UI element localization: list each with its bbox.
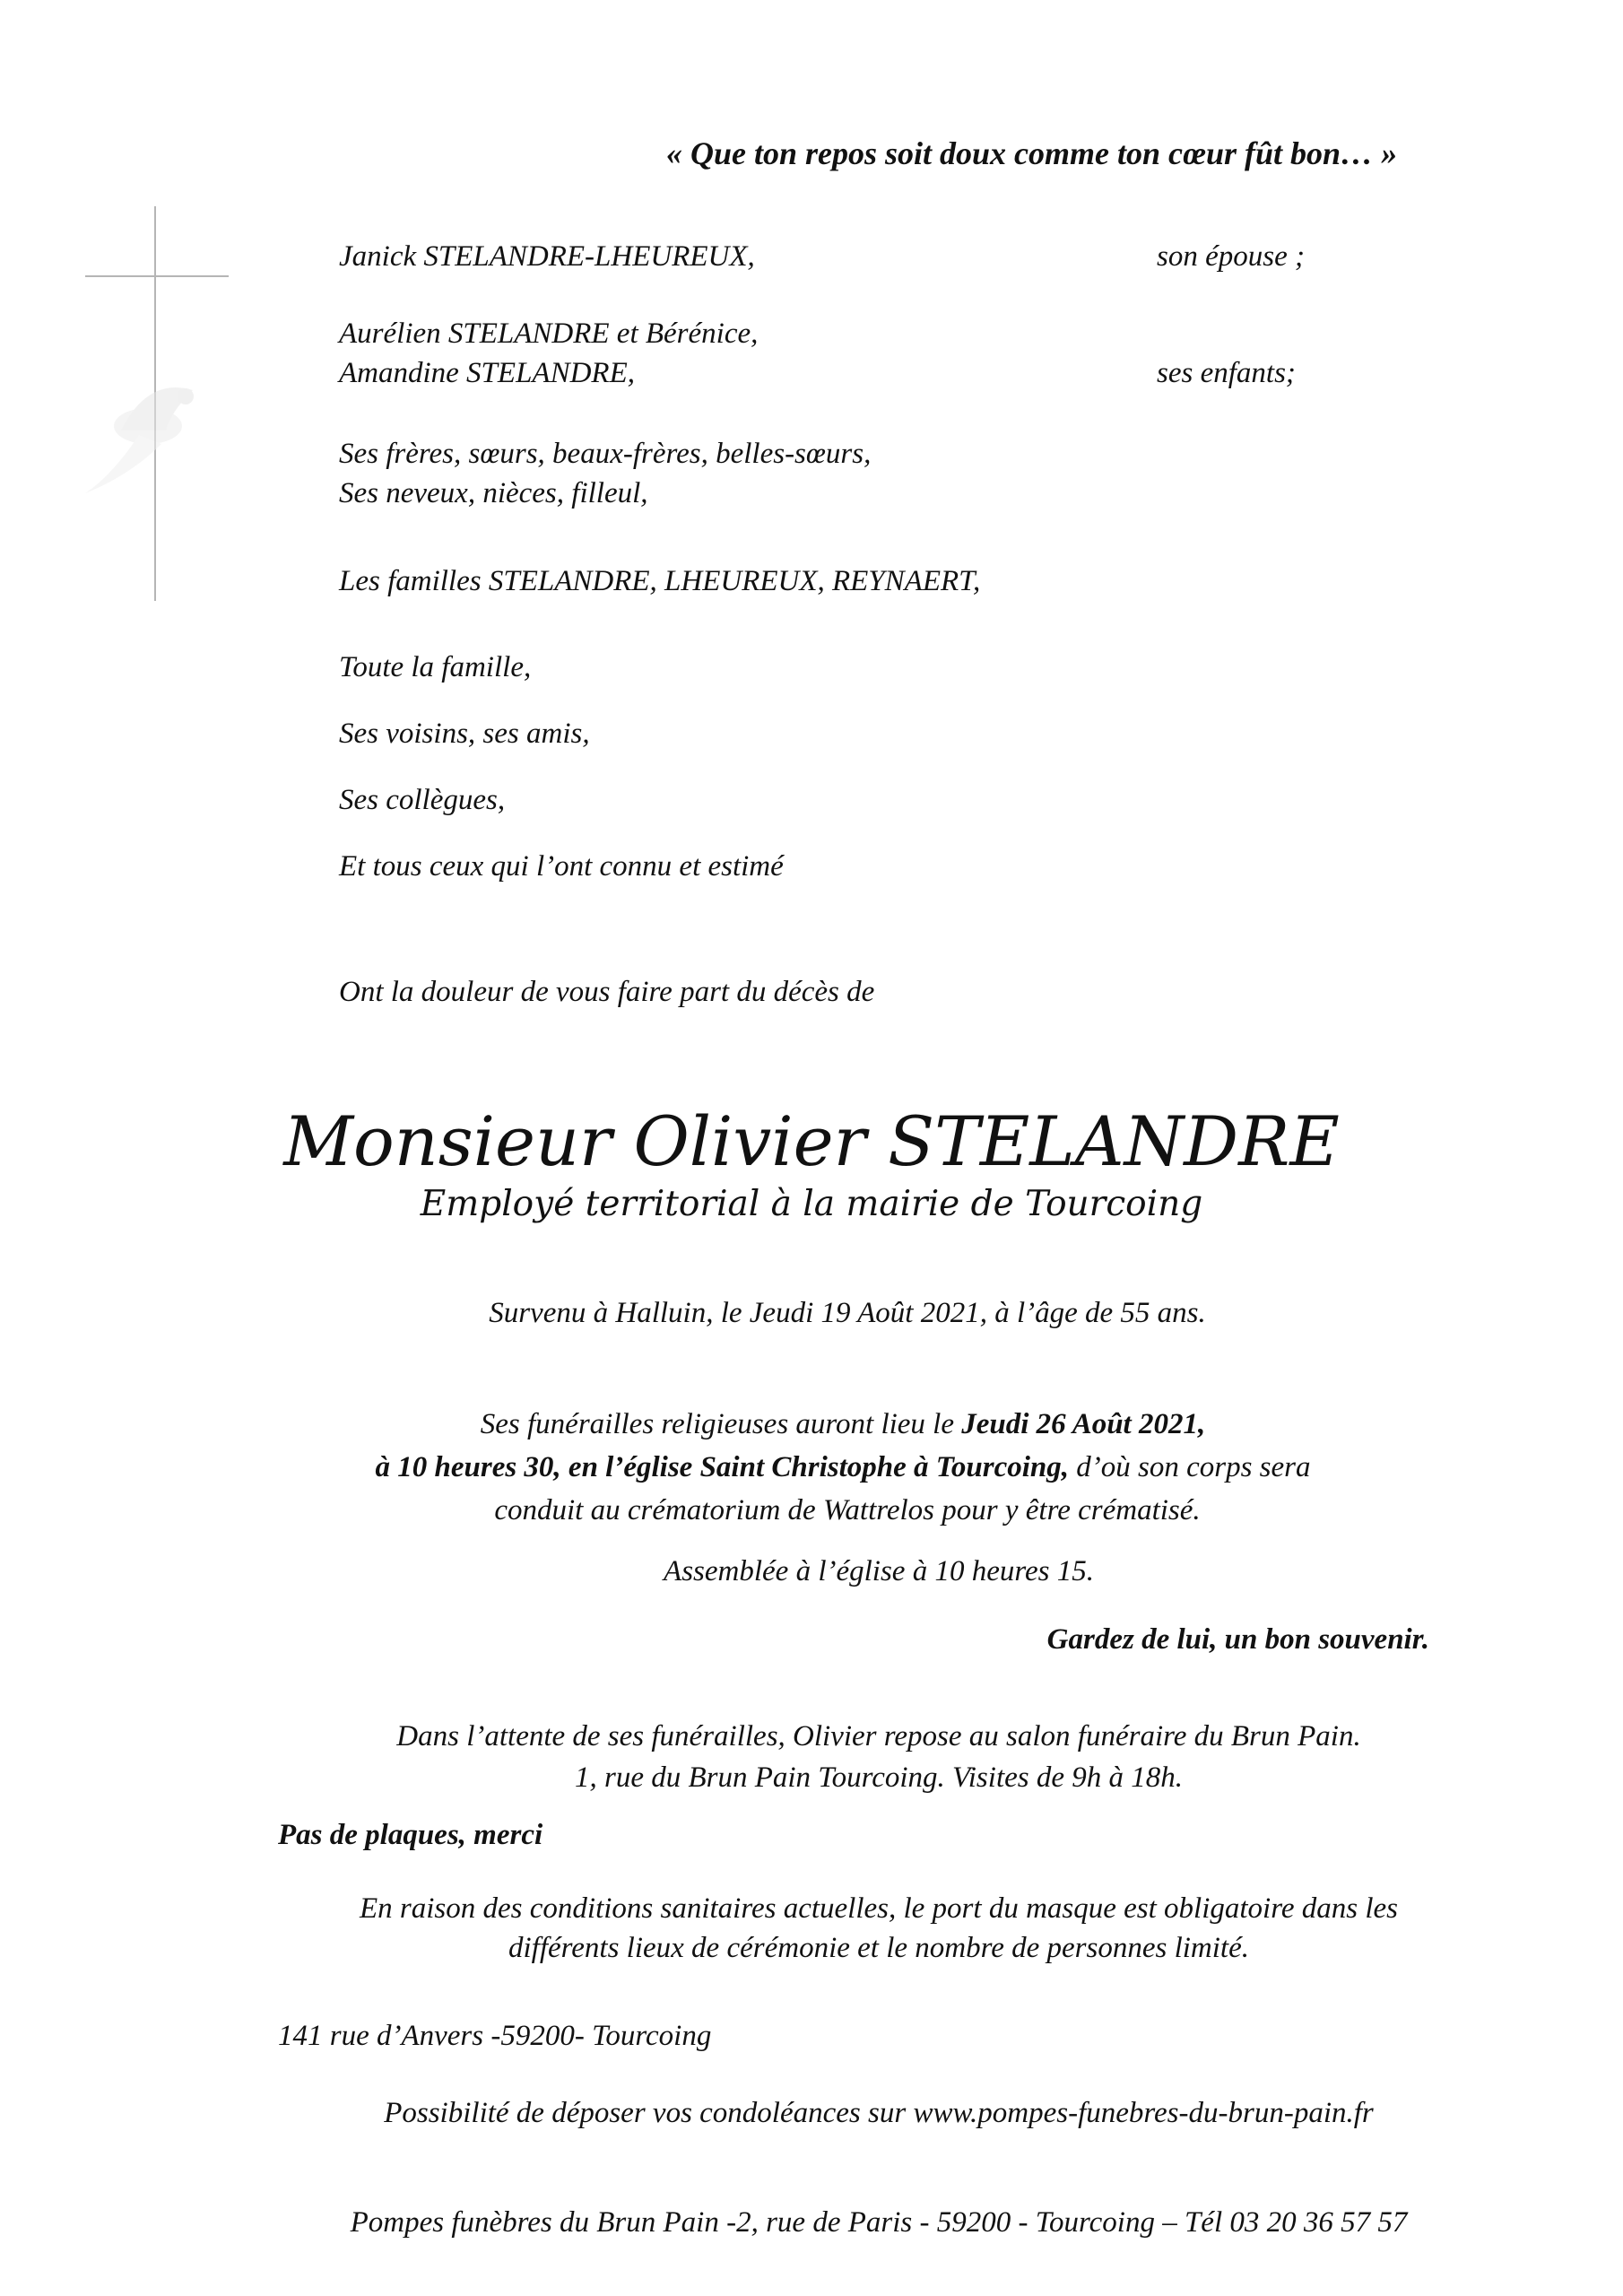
no-plaques-note: Pas de plaques, merci [278, 1819, 543, 1851]
assembly-time: Assemblée à l’église à 10 heures 15. [664, 1555, 1094, 1587]
sanitary-line: différents lieux de cérémonie et le nombre de personnes limité. [508, 1932, 1249, 1964]
family-line: Toute la famille, [339, 651, 532, 683]
cross-dove-icon [85, 206, 238, 601]
salon-line: Dans l’attente de ses funérailles, Olivier repose au salon funéraire du Brun Pain. [396, 1720, 1361, 1752]
sanitary-line: En raison des conditions sanitaires actuelles, le port du masque est obligatoire dans les [360, 1892, 1398, 1925]
family-line: Ses collègues, [339, 784, 506, 816]
relative-spouse-role: son épouse ; [1157, 240, 1305, 273]
remember-text: Gardez de lui, un bon souvenir. [1046, 1623, 1429, 1656]
announcement-text: Ont la douleur de vous faire part du décès de [339, 976, 875, 1008]
family-line: Ses voisins, ses amis, [339, 718, 590, 750]
relative-child-name: Aurélien STELANDRE et Bérénice, [339, 317, 759, 350]
funeral-line-3: conduit au crématorium de Wattrelos pour y être crématisé. [494, 1494, 1201, 1526]
condolences-text: Possibilité de déposer vos condoléances sur www.pompes-funebres-du-brun-pain.fr [384, 2097, 1374, 2129]
funeral-line-1: Ses funérailles religieuses auront lieu le Jeudi 26 Août 2021, [480, 1408, 1206, 1440]
deceased-name: Monsieur Olivier STELANDRE [283, 1101, 1340, 1181]
death-notice: Survenu à Halluin, le Jeudi 19 Août 2021, à l’âge de 55 ans. [489, 1297, 1206, 1329]
relative-child-name: Amandine STELANDRE, [339, 357, 635, 389]
family-line: Ses neveux, nièces, filleul, [339, 477, 648, 509]
relative-children-role: ses enfants; [1157, 357, 1296, 389]
salon-line: 1, rue du Brun Pain Tourcoing. Visites de 9h à 18h. [574, 1761, 1183, 1794]
home-address: 141 rue d’Anvers -59200- Tourcoing [278, 2020, 712, 2052]
family-line: Les familles STELANDRE, LHEUREUX, REYNAERT, [339, 565, 981, 597]
family-line: Ses frères, sœurs, beaux-frères, belles-sœurs, [339, 438, 872, 470]
family-line: Et tous ceux qui l’ont connu et estimé [339, 850, 784, 883]
epigraph-quote: « Que ton repos soit doux comme ton cœur fût bon… » [666, 135, 1398, 171]
relative-spouse-name: Janick STELANDRE-LHEUREUX, [339, 240, 755, 273]
deceased-occupation: Employé territorial à la mairie de Tourcoing [420, 1184, 1203, 1224]
footer-funeral-home: Pompes funèbres du Brun Pain -2, rue de Paris - 59200 - Tourcoing – Tél 03 20 36 57 57 [350, 2206, 1408, 2239]
funeral-line-2: à 10 heures 30, en l’église Saint Christophe à Tourcoing, d’où son corps sera [375, 1451, 1311, 1483]
